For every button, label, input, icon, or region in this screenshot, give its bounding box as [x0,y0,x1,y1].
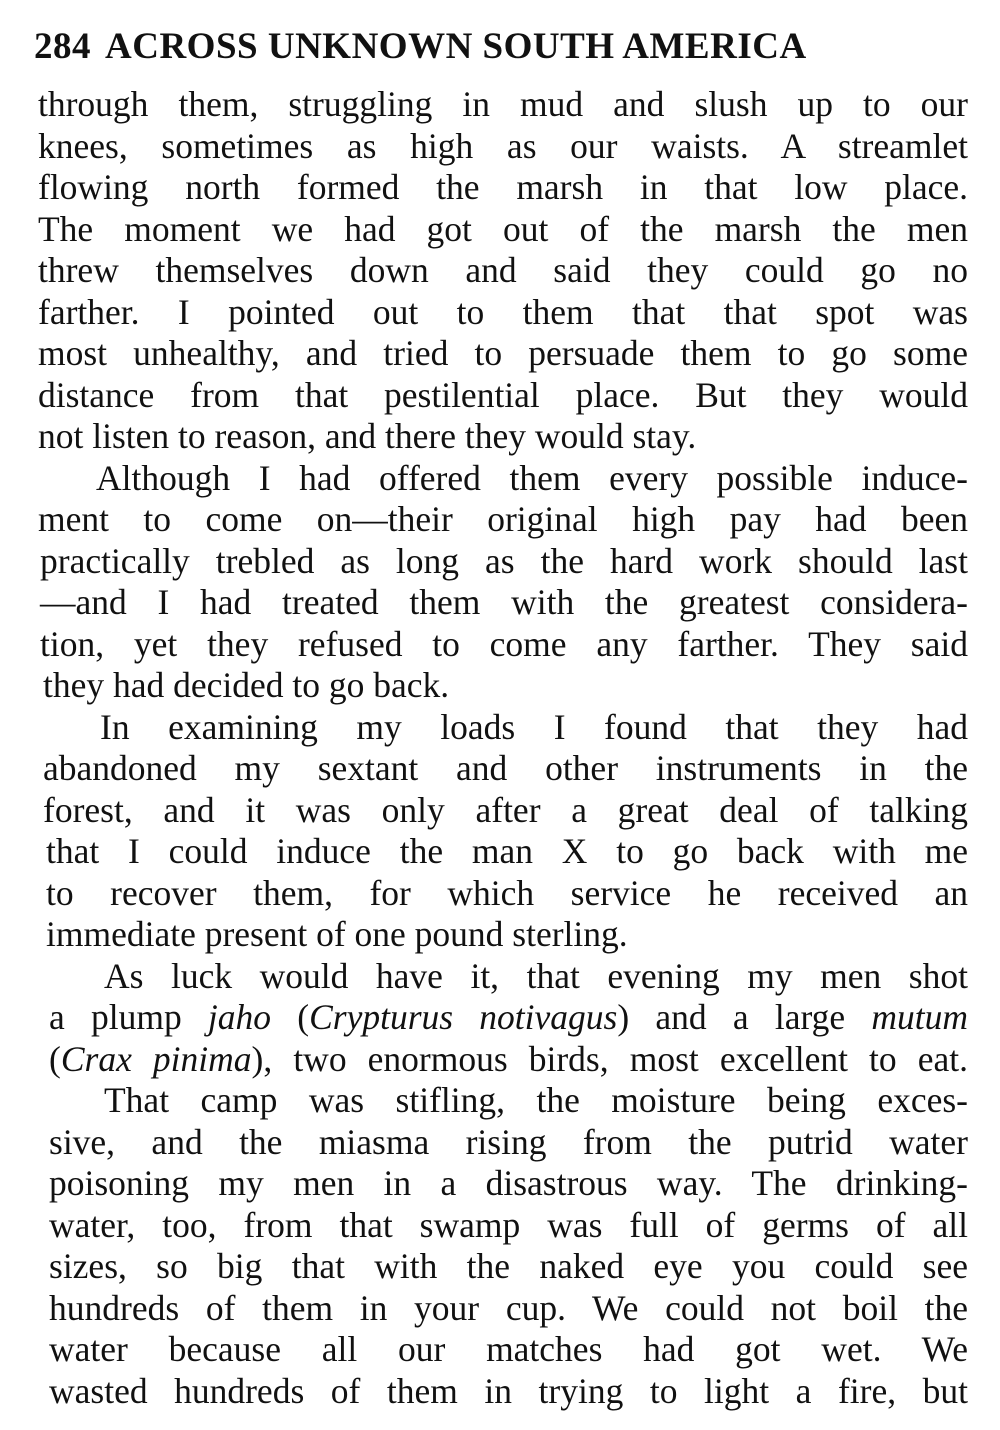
running-head [34,22,964,72]
text-line: sive, and the miasma rising from the putrid water [49,1121,968,1162]
text-line: not listen to reason, and there they would stay. [38,416,697,456]
italic-scientific-name: Crax pinima [60,1038,252,1079]
text-run: ( [271,997,310,1037]
paragraph [38,84,968,458]
italic-term: jaho [207,997,272,1037]
text-line: In examining my loads I found that they had [100,706,968,747]
text-line: Although I had offered them every possible induce- [96,457,968,498]
paragraph [38,458,968,707]
text-line: hundreds of them in your cup. We could not boil the [49,1287,968,1328]
text-line: The moment we had got out of the marsh the men [38,208,968,249]
text-run: ) and a large [617,997,872,1037]
text-line: poisoning my men in a disastrous way. The drinking- [49,1163,968,1203]
page-number: 284 [34,26,91,67]
text-line: tion, yet they refused to come any farther. They said [40,623,968,664]
text-line: ment to come on—their original high pay had been [38,499,968,539]
text-line: threw themselves down and said they could go no [38,250,968,290]
text-line: most unhealthy, and tried to persuade them to go some [38,333,968,373]
text-line: that I could induce the man X to go back with me [46,831,968,871]
text-line: farther. I pointed out to them that that spot was [38,291,968,332]
text-line: —and I had treated them with the greatest considera- [40,582,968,622]
text-line: As luck would have it, that evening my men shot [104,955,968,996]
text-line: flowing north formed the marsh in that low place. [38,167,968,207]
text-line: immediate present of one pound sterling. [46,914,628,954]
text-line: forest, and it was only after a great deal of talking [43,789,968,830]
text-line [38,997,968,1039]
text-line: sizes, so big that with the naked eye you could see [49,1246,968,1286]
text-line: distance from that pestilential place. But they would [38,374,968,415]
text-line: abandoned my sextant and other instruments in the [43,748,968,788]
italic-term: mutum [871,997,969,1037]
paragraph [38,707,968,956]
text-run: a plump [49,997,208,1037]
text-line: through them, struggling in mud and slush up to our [38,84,968,124]
paragraph [38,1080,968,1412]
text-line: water because all our matches had got wet. We [49,1329,968,1369]
text-line [38,1039,968,1081]
text-line: That camp was stifling, the moisture being exces- [104,1080,968,1120]
text-line: they had decided to go back. [43,665,450,705]
body-text [38,84,968,1412]
paragraph [38,956,968,1081]
running-title: ACROSS UNKNOWN SOUTH AMERICA [105,26,807,67]
text-line: wasted hundreds of them in trying to light a fire, but [49,1370,968,1411]
text-line: water, too, from that swamp was full of germs of all [49,1204,968,1245]
text-run: ), two enormous birds, most excellent to eat. [251,1038,968,1079]
text-line: to recover them, for which service he received an [46,872,968,913]
italic-scientific-name: Crypturus notivagus [309,997,618,1037]
text-line: practically trebled as long as the hard work should last [40,540,968,581]
text-run: ( [49,1038,61,1079]
text-line: knees, sometimes as high as our waists. A streamlet [38,125,968,166]
